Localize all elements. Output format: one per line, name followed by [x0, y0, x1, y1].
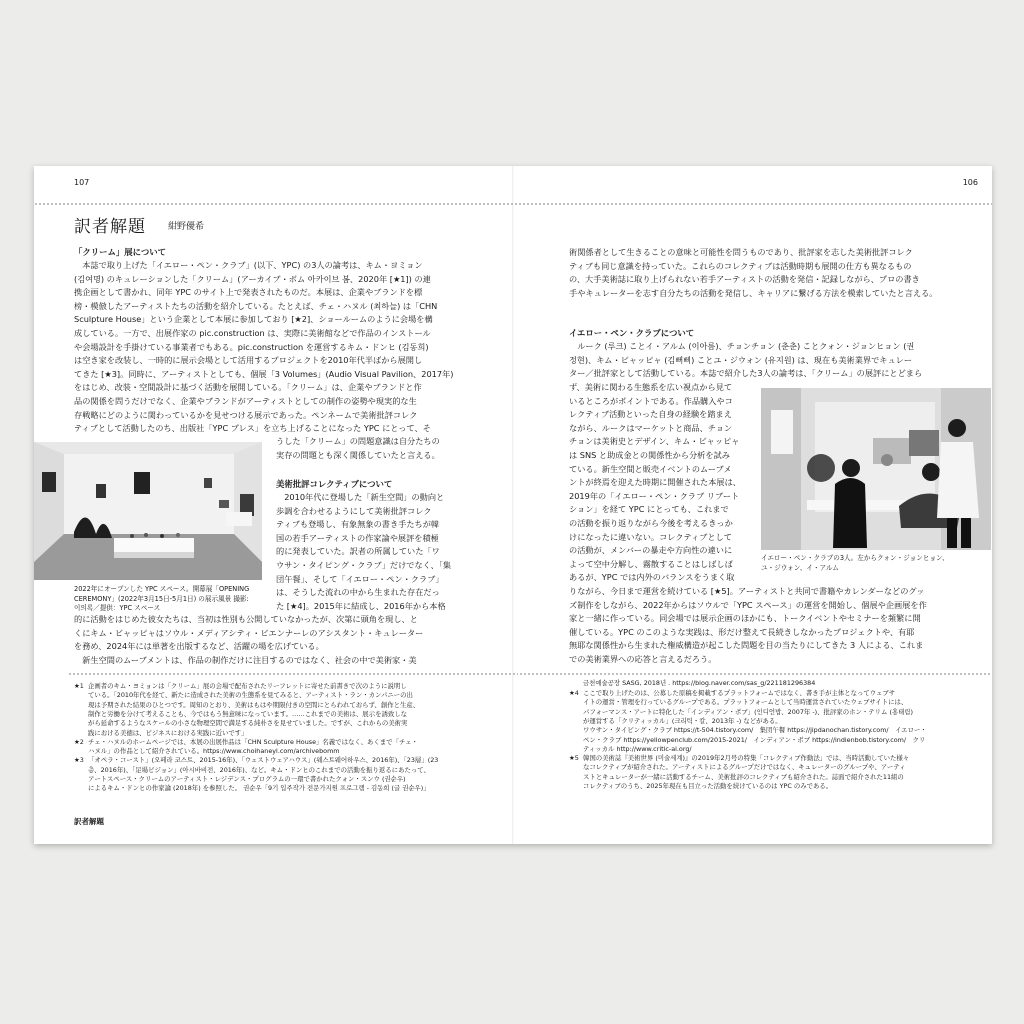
text-line: や会場設計を手掛けている事業者でもある。pic.construction を運営するキム・ドンヒ (김동희) — [74, 341, 429, 352]
text-line: 団午餐」、そして「イエロー・ペン・クラブ」 — [276, 573, 444, 584]
text-line: 2022年にオープンした YPC スペース。開幕展「OPENING — [74, 585, 250, 593]
text-line: 催している。YPC のこのような実践は、形だけ整えて長続きしなかったプロジェクトや、有耶 — [569, 626, 915, 637]
text-line: 手やキュレーターを志す自分たちの活動を発信し、キャリアに繋げる方法を模索していたと言える。 — [569, 287, 938, 298]
text-line: くにキム・ビャッピャはソウル・メディアシティ・ビエンナーレのアシスタント・キュレーター — [74, 627, 424, 638]
ypc-members-photo — [761, 388, 991, 550]
text-line: ター／批評家として活動している。本誌で紹介した3人の論考は、「クリーム」の展評にとどまら — [569, 368, 923, 379]
text-line: 無耶な関係性から生まれた権威構造が起こした問題を目の当たりにしてきた 3 人による、これま — [569, 640, 924, 651]
text-line: チョンは美術史とデザイン、キム・ビャッピャ — [569, 436, 740, 447]
text-line: 2019年の「イエロー・ペン・クラブ リブート — [569, 490, 740, 501]
text-line: 的に活動をはじめた彼女たちは、当初は性別も公開していなかったが、次第に頭角を現し、と — [74, 614, 418, 624]
text-line: を務め、2024年には単著を出版するなど、活躍の場を広げている。 — [74, 641, 324, 652]
text-line: 的に発表していた。訳者の所属していた「ワ — [276, 546, 440, 557]
article-title: 訳者解題 — [74, 217, 146, 237]
footnote-line: が運営する「クリティッカル」(크리틱・칼、2013年 -) などがある。 — [583, 716, 782, 725]
footnote-line: イトの運営・管理を行っているグループである。プラットフォームとして当時運営されていたウェブサイトには、 — [583, 698, 908, 707]
text-line: 存戦略にどのように関わっているかを見せつける展示であった。ペンネームで美術批評コレク — [74, 409, 418, 420]
section-heading-ypc: イエロー・ペン・クラブについて — [569, 328, 695, 338]
author-name: 紺野優希 — [168, 222, 205, 232]
footnote-line: がら延命するようなスケールの小さな物理空間で満足する純朴さを見せていました。ですが、これからの美術実 — [88, 719, 408, 728]
body-text-cream — [74, 259, 504, 436]
text-line: 実存の問題とも深く関係していたと言える。 — [276, 449, 440, 460]
text-line: Sculpture House」という企業として本展に参加しており [★2]、ショールームのように会場を構 — [74, 314, 433, 325]
footnote-line: コレクティブのうち、2025年現在も目立った活動を続けているのは YPC のみである。 — [583, 782, 833, 790]
footnote-line: ハヌル」の作品として紹介されている。https://www.choihaneyl.com/archivebomm — [88, 747, 340, 756]
footnote-line: ストとキュレーターが一緒に活動するチーム、美術批評のコレクティブも紹介された。誌面で紹介された11組の — [583, 772, 904, 781]
footnote-line: によるキム・ドンヒの作家論 (2018年) を参照した。 권순우「9기 입주작가 전문가지원 프로그램 - 김동희 (글 권순우)」 — [88, 784, 430, 793]
text-line: よって空中分解し、霧散することはしばしば — [569, 558, 733, 569]
text-line: ユ・ジウォン、イ・アルム — [761, 563, 839, 572]
footnote-line: パフォーマンス・アートに特化した「インディアン・ポブ」(인디언밥、2007年 -)、批評家のホン・テリム (홍태림) — [583, 707, 913, 716]
footnote-line: チェ・ハヌルのホームページでは、本展の出展作品は「CHN Sculpture House」名義ではなく、あくまで「チェ・ — [88, 737, 418, 746]
text-line: ウサン・タイピング・クラブ」だけでなく、「集 — [276, 559, 452, 570]
text-line: うした「クリーム」の問題意識は自分たちの — [276, 436, 440, 446]
body-text-collective-side — [276, 491, 504, 613]
footnote-line: 층、2016年)、「足場ビジョン」(아시바비전、2016年)、など。キム・ドンヒのこれまでの活動を振り返るにあたって、 — [88, 765, 430, 774]
text-line: での美術業界への応答と言えるだろう。 — [569, 653, 717, 664]
text-line: 本誌で取り上げた「イエロー・ペン・クラブ」(以下、YPC) の3人の論考は、キム・ヨミョン — [74, 260, 423, 270]
text-line: りながら、今日まで運営を続けている [★5]。アーティストと共同で書籍やカレンダーなどのグッ — [569, 586, 925, 596]
text-line: ティブも登場し、有象無象の書き手たちが韓 — [276, 519, 440, 530]
page-number-left: 107 — [74, 178, 90, 187]
footnote-line: 現は予期された結果のひとつです。周知のとおり、美術はもはや期限付きの空間にとらわれておらず、創作と生産、 — [88, 700, 420, 709]
text-line: 新生空間のムーブメントは、作品の制作だけに注目するのではなく、社会の中で美術家・美 — [74, 654, 417, 665]
footnote-mark: ★4 — [569, 689, 579, 697]
text-line: は空き家を改装し、一時的に展示会場として活用するプロジェクトを2010年代半ばから展開し — [74, 355, 423, 366]
text-line: は、そうした流れの中から生まれた存在だっ — [276, 587, 440, 598]
text-line: は SNS と助成金との関係性から分析を試み — [569, 449, 730, 460]
footnote-line: 企画者のキム・ヨミョンは「クリーム」展の会場で配布されたリーフレットに寄せた前書きで次のように説明し — [88, 682, 407, 690]
footnote-mark: ★2 — [74, 737, 84, 746]
text-line: いるところがポイントである。作品購入やコ — [569, 395, 733, 406]
text-line: 国の若手アーティストの作家論や展評を積極 — [276, 532, 439, 543]
footnote-line: ワウサン・タイピング・クラブ https://t-504.tistory.com/ 集団午餐 https://jipdanochan.tistory.com/ イエロー・ — [583, 726, 927, 735]
text-line: ず、美術に関わる生態系を広い視点から見て — [569, 382, 733, 392]
footnote-line: ている。「2010年代を経て、新たに造成された美術の生態系を見てみると、アーティスト・ラン・カンパニーの出 — [88, 691, 413, 700]
ypc-space-photo — [34, 442, 262, 580]
text-line: レクティブ活動といった自身の経験を踏まえ — [569, 409, 732, 420]
text-line: 品の関係を問うだけでなく、企業やブランドがアーティストとしての制作の姿勢や現実的な生 — [74, 395, 417, 406]
footnote-line: 践における美徳は、ビジネスにおける実践に近いです」 — [88, 728, 248, 737]
header-rule — [34, 202, 992, 207]
text-line: ズ制作をしながら、2022年からはソウルで「YPC スペース」の運営を開始し、個展や企画展を作 — [569, 599, 927, 610]
running-footer: 訳者解題 — [74, 817, 104, 826]
body-text-ypc-side — [569, 381, 781, 585]
footnote-line: 「オペラ・コースト」(오페라 코스트、2015-16年)、「ウェストウェアハウス」(웨스트웨어하우스、2016年)、「23層」(23 — [88, 756, 439, 765]
text-line: ながら、ルークはマーケットと商品、チョン — [569, 422, 733, 433]
footnote-line: ここで取り上げたのは、公募した原稿を掲載するプラットフォームではなく、書き手が主体となってウェブサ — [583, 689, 896, 697]
footnote-line: なコレクティブが紹介された。アーティストによるグループだけではなく、キュレーターのグループや、アーティ — [583, 763, 906, 772]
text-line: (김여명) のキュレーションした「クリーム」(アーカイブ・ボム 아카이브 봄、2020年 [★1]) の連 — [74, 273, 431, 284]
spine-shadow — [512, 166, 514, 844]
text-line: をはじめ、改装・空間設計に基づく活動を展開している。「クリーム」は、企業やブランドと作 — [74, 382, 422, 393]
text-line: てきた [★3]。同時に、アーティストとしても、個展「3 Volumes」(Audio Visual Pavilion、2017年) — [74, 368, 454, 379]
text-line: ルーク (루크) ことイ・アルム (이아름)、チョンチョン (춘춘) ことクォン・ジョンヒョン (권 — [569, 341, 915, 351]
text-line: 이의록／提供：YPC スペース — [74, 604, 161, 613]
body-text-intro — [569, 246, 991, 300]
text-line: ティブとして活動したのち、出版社「YPC プレス」を立ち上げることになった YPC にとって、そ — [74, 423, 431, 434]
text-line: 家と一緒に作っている。同会場では展示企画のほかにも、トークイベントやセミナーを頻繁に開 — [569, 613, 921, 624]
text-line: 정현)、キム・ビャッピャ (김뻐삐) ことユ・ジウォン (유지원) は、現在も美術業界でキュレー — [569, 354, 913, 365]
photo-caption-right — [761, 554, 991, 573]
body-text-ypc-bottom — [569, 585, 991, 667]
note-continuation: 금천예술공장 SASG, 2018년 . https://blog.naver.com/sas_g/221181296384 — [583, 679, 816, 687]
footnote-line: 韓国の美術誌『美術世界 (미술세계)』の2019年2月号の特集「コレクティブ作動法」では、当時活動していた様々 — [583, 754, 910, 763]
text-line: の活動を振り返りながら今後を考えるきっか — [569, 517, 733, 528]
footnote-mark: ★5 — [569, 754, 579, 763]
text-line: ている。新生空間と販売イベントのムーブメ — [569, 463, 732, 474]
footnote-line: アートスペース・クリームのアーティスト・レジデンス・プログラムの一環で書かれたクォン・スンウ (권순우) — [88, 775, 406, 783]
text-line: 携企画として書かれ、同年 YPC のサイト上で発表されたものだ。本展は、企業やブランドを標 — [74, 287, 423, 298]
body-text-collective — [74, 613, 504, 667]
body-text-cream-tail — [276, 435, 504, 462]
text-line: 榜・模倣したアーティストたちの活動を紹介している。たとえば、チェ・ハヌル (최하늘) は「CHN — [74, 300, 438, 311]
magazine-spread — [34, 166, 992, 844]
text-line: イエロー・ペン・クラブの3人。左からクォン・ジョンヒョン、 — [761, 554, 949, 562]
footnote-line: 制作と労働を分けて考えることも、今ではもう無意味になっています。……これまでの美術は、展示を誘致しな — [88, 709, 408, 718]
text-line: の、大手美術誌に取り上げられない若手アーティストの活動を発信・記録しながら、プロの書き — [569, 274, 920, 285]
section-heading-collective: 美術批評コレクティブについて — [276, 479, 393, 489]
text-line: た [★4]。2015年に結成し、2016年から本格 — [276, 600, 446, 611]
footnote-mark: ★3 — [74, 756, 84, 765]
section-heading-cream: 「クリーム」展について — [74, 247, 166, 257]
notes-rule-right — [519, 672, 992, 677]
notes-rule-left — [68, 672, 518, 677]
text-line: ントが終焉を迎えた時期に開催された本展は、 — [569, 477, 741, 488]
text-line: 2010年代に登場した「新生空間」の動向と — [276, 492, 445, 502]
gallery-illustration — [34, 442, 262, 580]
text-line: あるが、YPC では内外のバランスをうまく取 — [569, 572, 735, 583]
text-line: 歩調を合わせるようにして美術批評コレク — [276, 505, 432, 516]
page-number-right: 106 — [962, 178, 978, 187]
footnote-line: ペン・クラブ https://yellowpenclub.com/2015-2021/ インディアン・ポブ https://indienbob.tistory.com/ クリ — [583, 735, 926, 744]
text-line: ティブも同じ意識を持っていた。これらのコレクティブは活動時期も展開の仕方も異なるもの — [569, 260, 912, 271]
footnote-line: ティッカル http://www.critic-al.org/ — [583, 744, 692, 753]
body-text-ypc-top — [569, 340, 991, 381]
footnote-mark: ★1 — [74, 682, 84, 690]
text-line: の活動が、メンバーの暴走や方向性の違いに — [569, 545, 733, 556]
members-illustration — [761, 388, 991, 550]
text-line: けになったに違いない。コレクティブとして — [569, 531, 732, 542]
text-line: 成している。一方で、出展作家の pic.construction は、実際に美術館などで作品のインストール — [74, 327, 431, 338]
text-line: CEREMONY」(2022年3月15日-5月1日) の展示風景 撮影: — [74, 594, 249, 603]
text-line: ション」を経て YPC にとっても、これまで — [569, 504, 729, 515]
text-line: 術関係者として生きることの意味と可能性を問うものであり、批評家を志した美術批評コレク — [569, 247, 913, 257]
photo-caption-left — [74, 585, 274, 614]
